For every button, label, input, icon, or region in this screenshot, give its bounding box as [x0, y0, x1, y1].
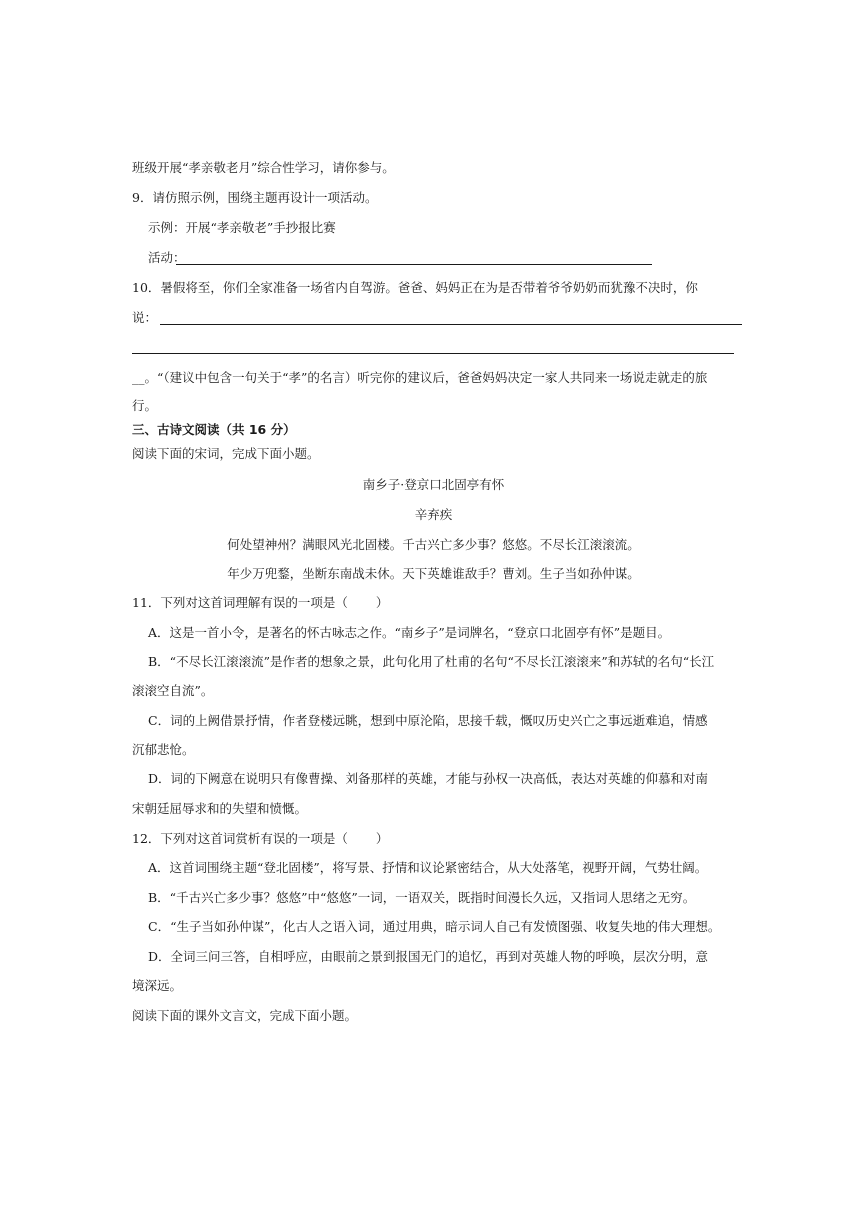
question-11-option-d-line-1: D．词的下阙意在说明只有像曹操、刘备那样的英雄，才能与孙权一决高低，表达对英雄的仰慕和对南 — [148, 771, 709, 786]
question-11-option-c-line-1: C．词的上阙借景抒情，作者登楼远眺，想到中原沦陷，思接千载，慨叹历史兴亡之事远逝难追，情感 — [148, 713, 708, 728]
poem-line-1: 何处望神州？满眼风光北固楼。千古兴亡多少事？悠悠。不尽长江滚滚流。 — [227, 537, 640, 552]
question-10-answer-blank-2[interactable] — [132, 353, 734, 354]
question-10-stem: 10．暑假将至，你们全家准备一场省内自驾游。爸爸、妈妈正在为是否带着爷爷奶奶而犹豫不决时，你 — [132, 280, 698, 295]
question-12-option-d-line-2: 境深远。 — [132, 978, 183, 993]
next-reading-instruction: 阅读下面的课外文言文，完成下面小题。 — [132, 1008, 358, 1023]
question-12-option-c: C．“生子当如孙仲谋”，化古人之语入词，通过用典，暗示词人自己有发愤图强、收复失地的伟大理想。 — [148, 919, 721, 934]
question-10-tail-line-1: __。“（建议中包含一句关于“孝”的名言）听完你的建议后，爸爸妈妈决定一家人共同来一场说走就走的旅 — [132, 370, 708, 385]
question-11-option-a: A．这是一首小令，是著名的怀古咏志之作。“南乡子”是词牌名，“登京口北固亭有怀”是题目。 — [148, 625, 671, 640]
question-12-option-b: B．“千古兴亡多少事？悠悠”中“悠悠”一词，一语双关，既指时间漫长久远，又指词人思绪之无穷。 — [148, 890, 696, 905]
question-11-option-b-line-1: B．“不尽长江滚滚流”是作者的想象之景，此句化用了杜甫的名句“不尽长江滚滚来”和苏轼的名句“长江 — [148, 654, 715, 669]
question-10-answer-blank-1[interactable] — [160, 324, 742, 325]
question-12-stem-text: 12．下列对这首词赏析有误的一项是（ — [132, 831, 348, 846]
section-3-instruction: 阅读下面的宋词，完成下面小题。 — [132, 446, 320, 461]
poem-title: 南乡子·登京口北固亭有怀 — [362, 477, 505, 492]
question-12-stem-close: ） — [375, 831, 389, 846]
question-12-option-d-line-1: D．全词三问三答，自相呼应，由眼前之景到报国无门的追忆，再到对英雄人物的呼唤，层次分明，意 — [148, 949, 709, 964]
question-11-option-d-line-2: 宋朝廷屈辱求和的失望和愤慨。 — [132, 801, 308, 816]
question-9-activity-label: 活动： — [148, 250, 186, 265]
question-10-tail-line-2: 行。 — [132, 398, 158, 413]
question-10-say-label: 说： — [132, 310, 158, 325]
question-11-stem-close: ） — [375, 595, 389, 610]
intro-text: 班级开展“孝亲敬老月”综合性学习，请你参与。 — [132, 160, 395, 175]
question-11-stem-text: 11．下列对这首词理解有误的一项是（ — [132, 595, 348, 610]
question-11-stem — [132, 595, 388, 611]
question-9-answer-blank[interactable] — [176, 264, 652, 265]
question-12-option-a: A．这首词围绕主题“登北固楼”，将写景、抒情和议论紧密结合，从大处落笔，视野开阔，气势壮阔。 — [148, 860, 708, 875]
poem-author: 辛弃疾 — [414, 507, 453, 522]
question-12-stem — [132, 831, 388, 847]
section-3-heading: 三、古诗文阅读（共 16 分） — [132, 422, 296, 437]
poem-line-2: 年少万兜鍪，坐断东南战未休。天下英雄谁敌手？曹刘。生子当如孙仲谋。 — [227, 566, 640, 581]
question-9-stem: 9．请仿照示例，围绕主题再设计一项活动。 — [132, 190, 378, 205]
question-11-option-b-line-2: 滚滚空自流”。 — [132, 683, 214, 698]
question-9-example: 示例：开展“孝亲敬老”手抄报比赛 — [148, 220, 336, 235]
question-11-option-c-line-2: 沉郁悲怆。 — [132, 742, 195, 757]
